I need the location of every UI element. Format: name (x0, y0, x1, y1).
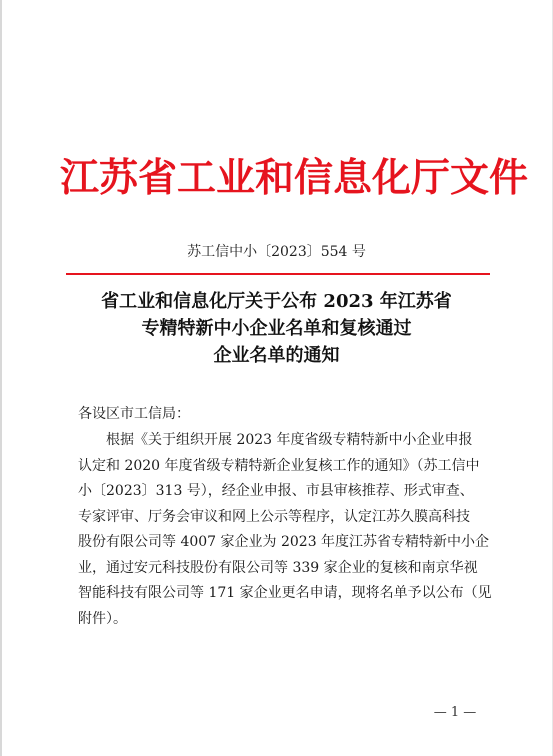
red-separator-line (66, 273, 490, 275)
body-line-4: 专家评审、厅务会审议和网上公示等程序，认定江苏久膜高科技 (78, 508, 470, 525)
page-number: — 1 — (433, 705, 477, 720)
body-line-5: 股份有限公司等 4007 家企业为 2023 年度江苏省专精特新中小企 (78, 534, 490, 550)
page-left-edge (0, 0, 2, 756)
body-line-7: 智能科技有限公司等 171 家企业更名申请，现将名单予以公布（见 (78, 585, 492, 601)
salutation: 各设区市工信局： (78, 406, 190, 422)
body-paragraph (78, 428, 492, 632)
document-number: 苏工信中小〔2023〕554 号 (187, 244, 366, 260)
notice-subject (40, 288, 513, 369)
body-line-1: 根据《关于组织开展 2023 年度省级专精特新中小企业申报 (106, 432, 473, 448)
issuing-authority-header: 江苏省工业和信息化厅文件 (60, 156, 529, 201)
body-line-2: 认定和 2020 年度省级专精特新企业复核工作的通知》（苏工信中 (78, 457, 480, 474)
subject-line-3: 企业名单的通知 (213, 345, 340, 366)
subject-line-2: 专精特新中小企业名单和复核通过 (141, 318, 412, 339)
body-line-8: 附件）。 (78, 610, 127, 627)
body-line-3: 小〔2023〕313 号），经企业申报、市县审核推荐、形式审查、 (78, 483, 474, 499)
body-line-6: 业，通过安元科技股份有限公司等 339 家企业的复核和南京华视 (78, 559, 478, 576)
subject-line-1: 省工业和信息化厅关于公布 2023 年江苏省 (101, 291, 452, 312)
